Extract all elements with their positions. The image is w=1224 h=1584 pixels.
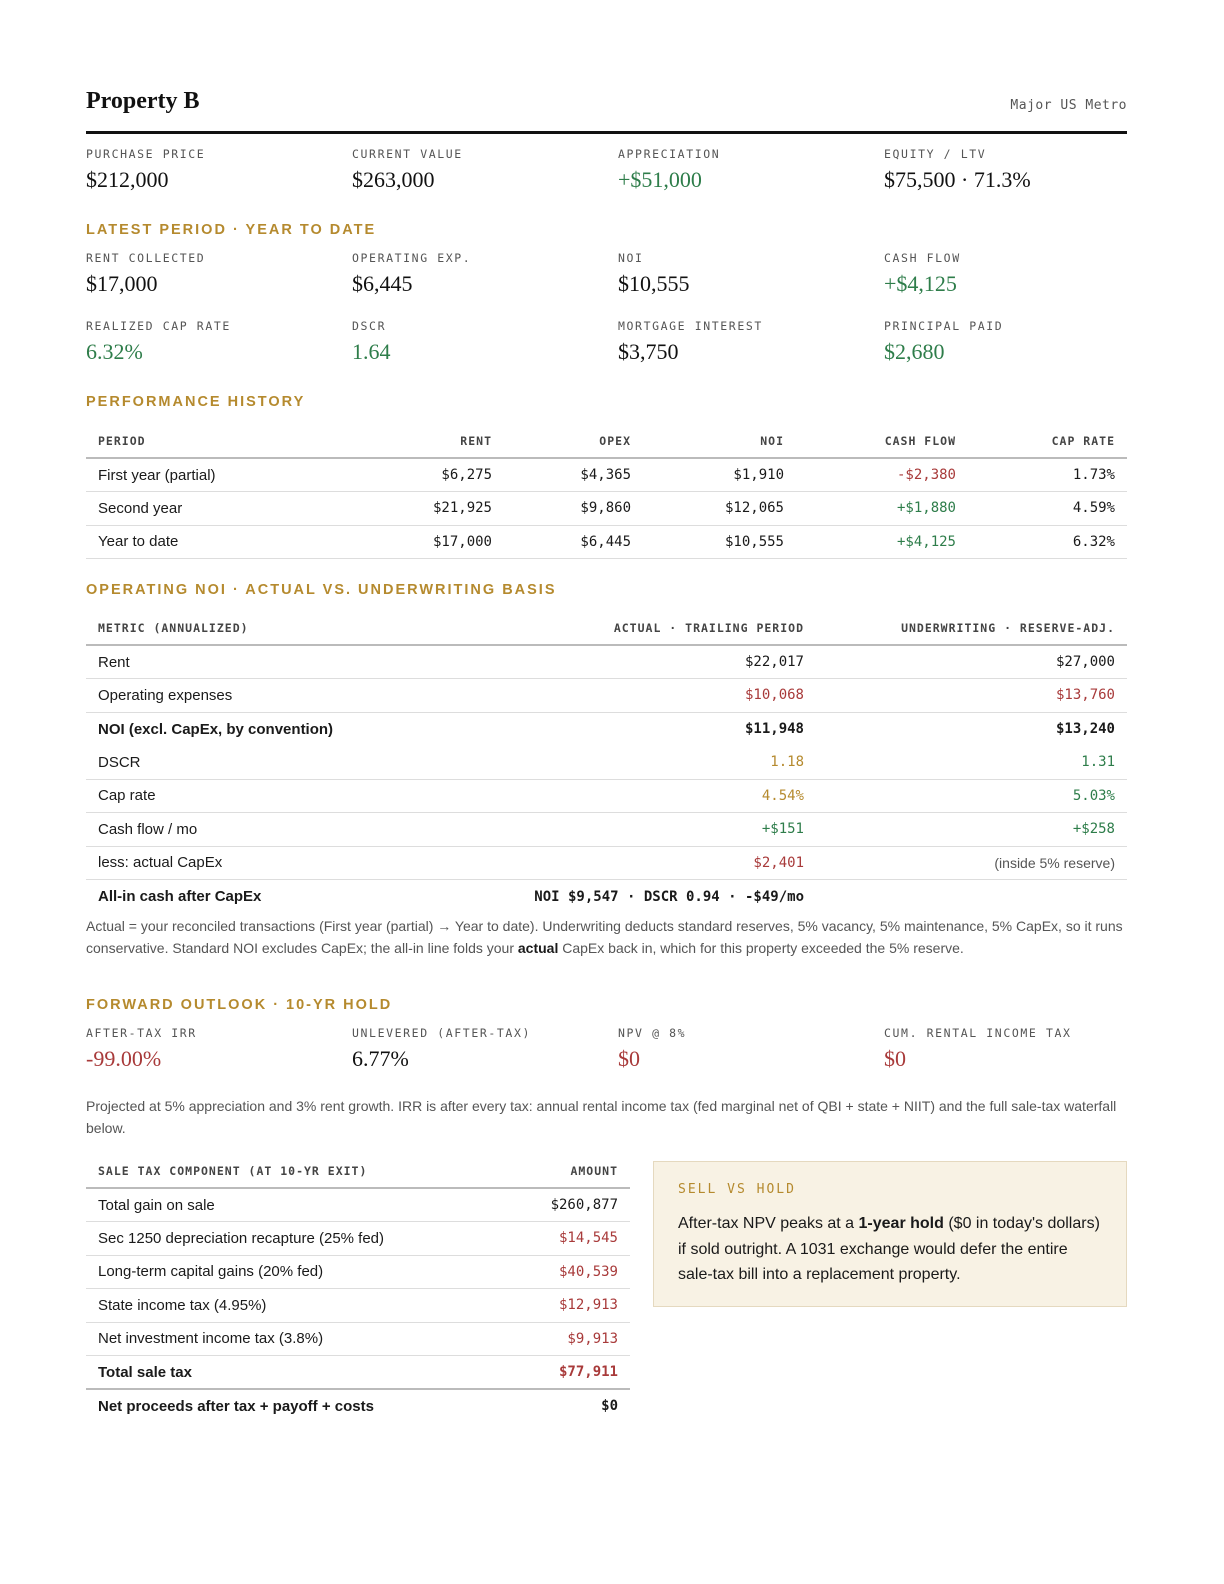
kpi-value: $212,000 xyxy=(86,167,169,192)
callout-text-part: After-tax NPV peaks at a xyxy=(678,1215,859,1232)
table-row xyxy=(86,1289,630,1323)
cell-rent: $17,000 xyxy=(386,525,504,559)
table-row xyxy=(86,1188,630,1222)
kpi-value: $75,500 · 71.3% xyxy=(884,167,1031,192)
table-row xyxy=(86,1222,630,1256)
latest-kpis-row2 xyxy=(86,319,1127,375)
cell-component: Net proceeds after tax + payoff + costs xyxy=(98,1397,374,1415)
kpi-value: -99.00% xyxy=(86,1046,162,1071)
performance-history-table xyxy=(86,424,1127,559)
col-cash-flow: CASH FLOW xyxy=(796,424,968,458)
kpi-value: +$51,000 xyxy=(618,167,702,192)
note-text: Actual = your reconciled transactions (First year (partial) → Year to date). Underwriting deducts standard reserves, 5% vacancy, 5% maintenance, 5% CapEx, so it runs conservative. Standard NOI excludes CapEx; the all-in line folds your xyxy=(86,918,1123,956)
section-heading-outlook: FORWARD OUTLOOK · 10-YR HOLD xyxy=(86,997,393,1013)
kpi-appreciation xyxy=(618,147,884,193)
cell-actual: NOI $9,547 · DSCR 0.94 · -$49/mo xyxy=(534,888,804,905)
note-emphasis: actual xyxy=(517,939,559,956)
cell-amount: $260,877 xyxy=(506,1188,630,1222)
section-heading-noi-compare: OPERATING NOI · ACTUAL VS. UNDERWRITING BASIS xyxy=(86,582,557,598)
kpi-value: +$4,125 xyxy=(884,271,957,296)
cell-metric: All-in cash after CapEx xyxy=(98,888,262,905)
kpi-label: RENT COLLECTED xyxy=(86,251,206,265)
sell-vs-hold-callout xyxy=(653,1161,1127,1307)
kpi-value: $10,555 xyxy=(618,271,690,296)
kpi-value: $263,000 xyxy=(352,167,435,192)
cell-actual: $11,948 xyxy=(744,721,804,737)
cell-actual: 4.54% xyxy=(506,779,816,813)
outlook-note: Projected at 5% appreciation and 3% rent growth. IRR is after every tax: annual rental income tax (fed marginal net of QBI + state + NIIT) and the full sale-tax waterfall below. xyxy=(86,1098,1117,1136)
table-row xyxy=(86,880,1127,914)
kpi-label: EQUITY / LTV xyxy=(884,147,987,161)
cell-opex: $9,860 xyxy=(504,492,643,526)
kpi-cash-flow xyxy=(884,251,1150,297)
cell-noi: $12,065 xyxy=(643,492,796,526)
cell-noi: $10,555 xyxy=(643,525,796,559)
kpi-label: CASH FLOW xyxy=(884,251,961,265)
cell-cash-flow: -$2,380 xyxy=(796,458,968,492)
callout-text xyxy=(678,1211,1102,1288)
table-row xyxy=(86,1389,630,1423)
cell-metric: Cash flow / mo xyxy=(86,813,506,847)
cell-actual: $22,017 xyxy=(506,645,816,679)
kpi-label: REALIZED CAP RATE xyxy=(86,319,231,333)
cell-component: Total gain on sale xyxy=(86,1188,506,1222)
cell-metric: less: actual CapEx xyxy=(86,846,506,880)
kpi-value: $6,445 xyxy=(352,271,413,296)
cell-cap-rate: 4.59% xyxy=(968,492,1127,526)
latest-kpis-row1 xyxy=(86,251,1127,307)
kpi-value: 6.32% xyxy=(86,339,143,364)
kpi-label: MORTGAGE INTEREST xyxy=(618,319,763,333)
table-header-row xyxy=(86,424,1127,458)
cell-underwriting xyxy=(816,880,1127,914)
cell-component: Sec 1250 depreciation recapture (25% fed) xyxy=(86,1222,506,1256)
cell-opex: $4,365 xyxy=(504,458,643,492)
cell-underwriting: 5.03% xyxy=(816,779,1127,813)
col-period: PERIOD xyxy=(86,424,386,458)
cell-underwriting: +$258 xyxy=(816,813,1127,847)
cell-underwriting: $27,000 xyxy=(816,645,1127,679)
cell-actual: +$151 xyxy=(506,813,816,847)
kpi-value: $0 xyxy=(618,1046,640,1071)
cell-metric: DSCR xyxy=(86,746,506,780)
outlook-kpis xyxy=(86,1026,1127,1082)
col-amount: AMOUNT xyxy=(506,1154,630,1188)
cell-opex: $6,445 xyxy=(504,525,643,559)
cell-amount: $14,545 xyxy=(506,1222,630,1256)
location-label: Major US Metro xyxy=(1010,98,1127,113)
cell-cap-rate: 6.32% xyxy=(968,525,1127,559)
cell-actual: $10,068 xyxy=(506,679,816,713)
table-row xyxy=(86,712,1127,746)
cell-metric: Cap rate xyxy=(86,779,506,813)
cell-cash-flow: +$1,880 xyxy=(796,492,968,526)
table-row xyxy=(86,779,1127,813)
report-header xyxy=(86,88,1127,134)
kpi-dscr xyxy=(352,319,618,365)
col-noi: NOI xyxy=(643,424,796,458)
kpi-value: 1.64 xyxy=(352,339,391,364)
col-component: SALE TAX COMPONENT (AT 10-YR EXIT) xyxy=(86,1154,506,1188)
cell-component: Total sale tax xyxy=(86,1356,506,1390)
sale-tax-table xyxy=(86,1154,630,1423)
table-row xyxy=(86,1356,630,1390)
table-row xyxy=(86,525,1127,559)
note-text: CapEx back in, which for this property exceeded the 5% reserve. xyxy=(558,939,964,956)
cell-rent: $21,925 xyxy=(386,492,504,526)
kpi-current-value xyxy=(352,147,618,193)
table-row xyxy=(86,746,1127,780)
table-row xyxy=(86,645,1127,679)
cell-metric: Rent xyxy=(86,645,506,679)
col-underwriting: UNDERWRITING · RESERVE-ADJ. xyxy=(816,611,1127,645)
cell-underwriting: (inside 5% reserve) xyxy=(816,846,1127,880)
cell-underwriting: 1.31 xyxy=(816,746,1127,780)
cell-amount: $0 xyxy=(601,1398,618,1415)
kpi-rent-collected xyxy=(86,251,352,297)
section-heading-latest: LATEST PERIOD · YEAR TO DATE xyxy=(86,222,377,238)
kpi-label: CURRENT VALUE xyxy=(352,147,463,161)
kpi-purchase-price xyxy=(86,147,352,193)
kpi-label: PURCHASE PRICE xyxy=(86,147,206,161)
kpi-label: OPERATING EXP. xyxy=(352,251,472,265)
table-header-row xyxy=(86,1154,630,1188)
col-opex: OPEX xyxy=(504,424,643,458)
cell-metric: Operating expenses xyxy=(86,679,506,713)
cell-amount: $12,913 xyxy=(506,1289,630,1323)
cell-amount: $9,913 xyxy=(506,1322,630,1356)
table-row xyxy=(86,1322,630,1356)
cell-component: Long-term capital gains (20% fed) xyxy=(86,1255,506,1289)
col-rent: RENT xyxy=(386,424,504,458)
cell-cash-flow: +$4,125 xyxy=(796,525,968,559)
kpi-principal-paid xyxy=(884,319,1150,365)
page-title: Property B xyxy=(86,88,200,114)
kpi-realized-cap-rate xyxy=(86,319,352,365)
col-metric: METRIC (ANNUALIZED) xyxy=(86,611,506,645)
kpi-value: 6.77% xyxy=(352,1046,409,1071)
table-row xyxy=(86,813,1127,847)
kpi-mortgage-interest xyxy=(618,319,884,365)
cell-amount: $77,911 xyxy=(506,1356,630,1390)
cell-amount: $40,539 xyxy=(506,1255,630,1289)
col-cap-rate: CAP RATE xyxy=(968,424,1127,458)
kpi-value: $0 xyxy=(884,1046,906,1071)
kpi-npv xyxy=(618,1026,884,1072)
kpi-value: $3,750 xyxy=(618,339,679,364)
cell-period: Year to date xyxy=(86,525,386,559)
table-row xyxy=(86,458,1127,492)
cell-period: Second year xyxy=(86,492,386,526)
kpi-label: AFTER-TAX IRR xyxy=(86,1026,197,1040)
callout-emphasis: 1-year hold xyxy=(858,1215,944,1232)
kpi-value: $2,680 xyxy=(884,339,945,364)
cell-cap-rate: 1.73% xyxy=(968,458,1127,492)
cell-period: First year (partial) xyxy=(86,458,386,492)
summary-kpis xyxy=(86,147,1127,203)
kpi-label: UNLEVERED (AFTER-TAX) xyxy=(352,1026,531,1040)
kpi-noi xyxy=(618,251,884,297)
cell-actual: 1.18 xyxy=(506,746,816,780)
table-row xyxy=(86,1255,630,1289)
noi-compare-table xyxy=(86,611,1127,913)
table-row xyxy=(86,492,1127,526)
cell-actual: $2,401 xyxy=(506,846,816,880)
table-row xyxy=(86,679,1127,713)
section-heading-history: PERFORMANCE HISTORY xyxy=(86,394,306,410)
kpi-label: NOI xyxy=(618,251,644,265)
col-actual: ACTUAL · TRAILING PERIOD xyxy=(506,611,816,645)
kpi-operating-exp xyxy=(352,251,618,297)
noi-compare-note xyxy=(86,916,1127,959)
kpi-label: PRINCIPAL PAID xyxy=(884,319,1004,333)
cell-component: Net investment income tax (3.8%) xyxy=(86,1322,506,1356)
kpi-equity-ltv xyxy=(884,147,1150,193)
cell-underwriting: $13,760 xyxy=(816,679,1127,713)
cell-underwriting: $13,240 xyxy=(1055,721,1115,737)
kpi-label: DSCR xyxy=(352,319,387,333)
kpi-unlevered xyxy=(352,1026,618,1072)
cell-rent: $6,275 xyxy=(386,458,504,492)
cell-noi: $1,910 xyxy=(643,458,796,492)
kpi-label: NPV @ 8% xyxy=(618,1026,687,1040)
kpi-value: $17,000 xyxy=(86,271,158,296)
callout-text-part: ($0 in today's dollars) if sold outright. A 1031 exchange would defer the entire sale-tax bill into a replacement property. xyxy=(678,1215,1100,1283)
table-row xyxy=(86,846,1127,880)
kpi-label: CUM. RENTAL INCOME TAX xyxy=(884,1026,1072,1040)
table-header-row xyxy=(86,611,1127,645)
kpi-after-tax-irr xyxy=(86,1026,352,1072)
kpi-label: APPRECIATION xyxy=(618,147,721,161)
kpi-cum-rental-tax xyxy=(884,1026,1150,1072)
cell-component: State income tax (4.95%) xyxy=(86,1289,506,1323)
cell-metric: NOI (excl. CapEx, by convention) xyxy=(98,720,334,738)
callout-label: SELL VS HOLD xyxy=(678,1182,796,1197)
